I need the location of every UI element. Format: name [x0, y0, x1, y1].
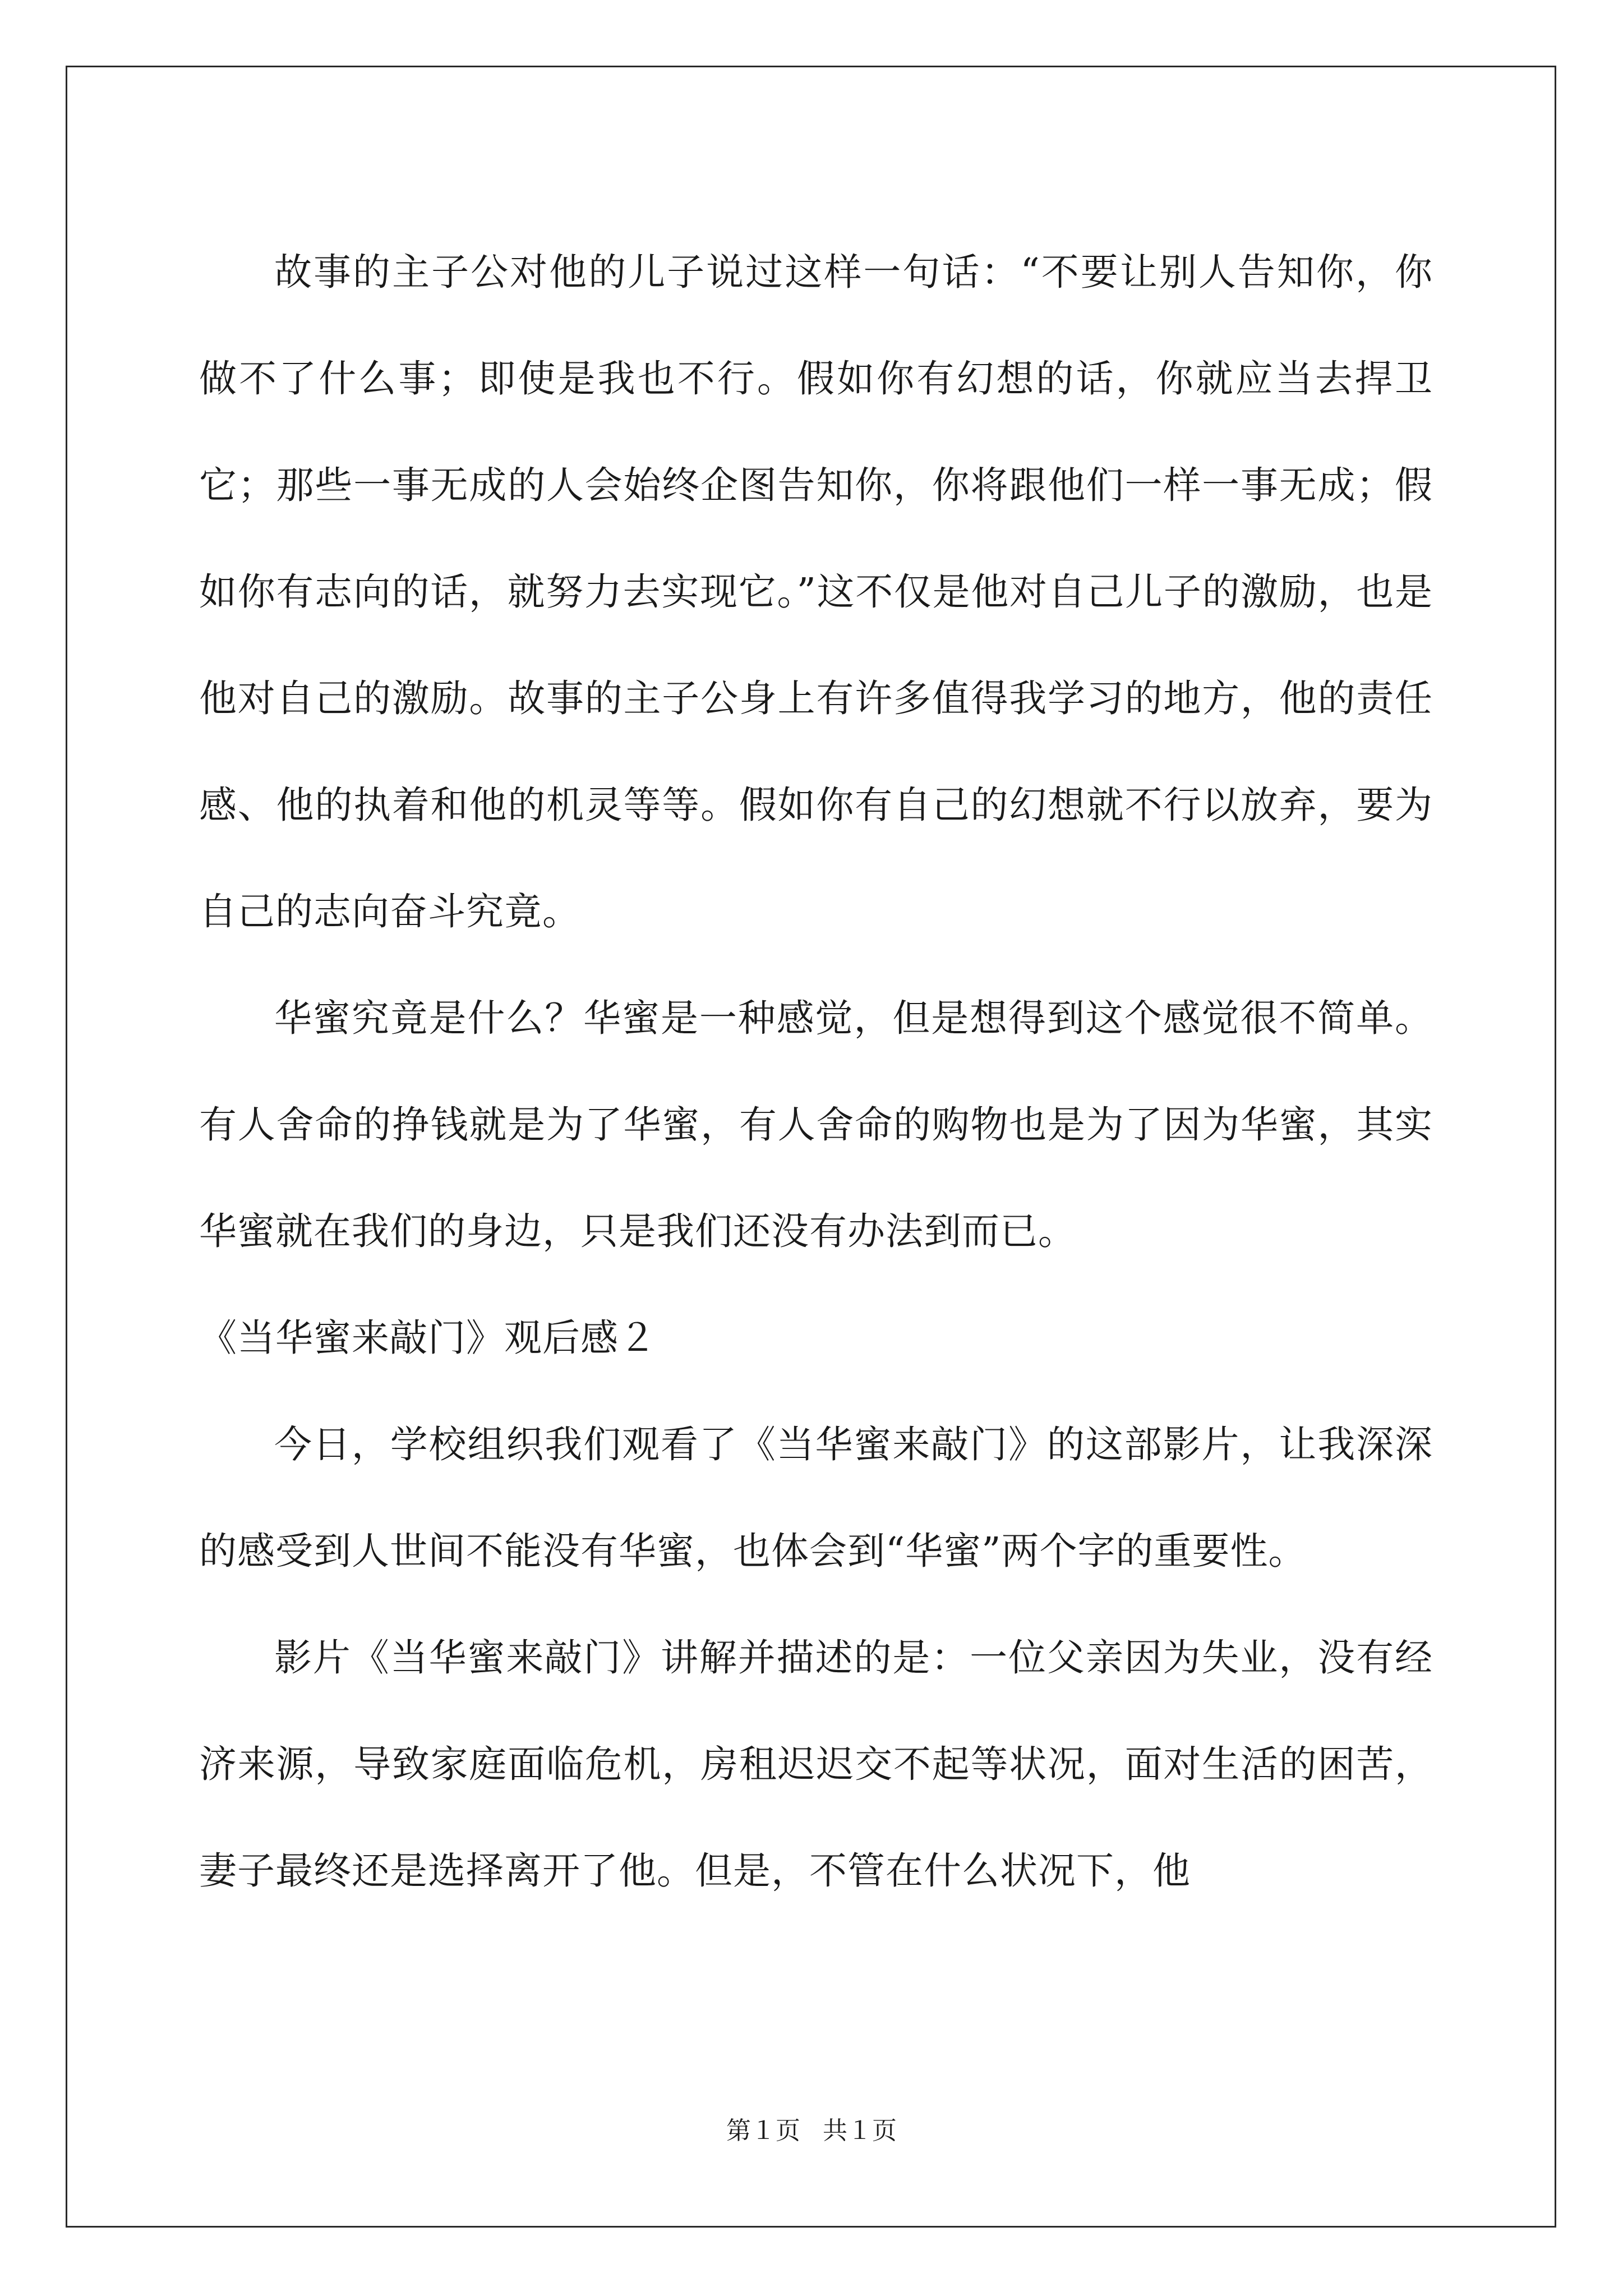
paragraph: 故事的主子公对他的儿子说过这样一句话：“不要让别人告知你，你做不了什么事；即使是我也不行。假如你有幻想的话，你就应当去捍卫它；那些一事无成的人会始终企图告知你，你将跟他们一样一事无成；假如你有志向的话，就努力去实现它。”这不仅是他对自己儿子的激励，也是他对自己的激励。故事的主子公身上有许多值得我学习的地方，他的责任感、他的执着和他的机灵等等。假如你有自己的幻想就不行以放弃，要为自己的志向奋斗究竟。 [199, 250, 1433, 933]
section-heading: 《当华蜜来敲门》观后感２ [199, 1316, 657, 1360]
page-footer [0, 2110, 1623, 2146]
paragraph: 影片《当华蜜来敲门》讲解并描述的是：一位父亲因为失业，没有经济来源，导致家庭面临危机，房租迟迟交不起等状况，面对生活的困苦，妻子最终还是选择离开了他。但是，不管在什么状况下，他 [199, 1636, 1433, 1893]
paragraph: 华蜜究竟是什么？华蜜是一种感觉，但是想得到这个感觉很不简单。有人舍命的挣钱就是为了华蜜，有人舍命的购物也是为了因为华蜜，其实华蜜就在我们的身边，只是我们还没有办法到而已。 [199, 996, 1433, 1253]
page-number: 第１页 [726, 2116, 800, 2145]
document-body [199, 219, 1433, 1924]
paragraph: 今日，学校组织我们观看了《当华蜜来敲门》的这部影片，让我深深的感受到人世间不能没有华蜜，也体会到“华蜜”两个字的重要性。 [199, 1423, 1433, 1573]
page-total: 共１页 [823, 2116, 897, 2145]
